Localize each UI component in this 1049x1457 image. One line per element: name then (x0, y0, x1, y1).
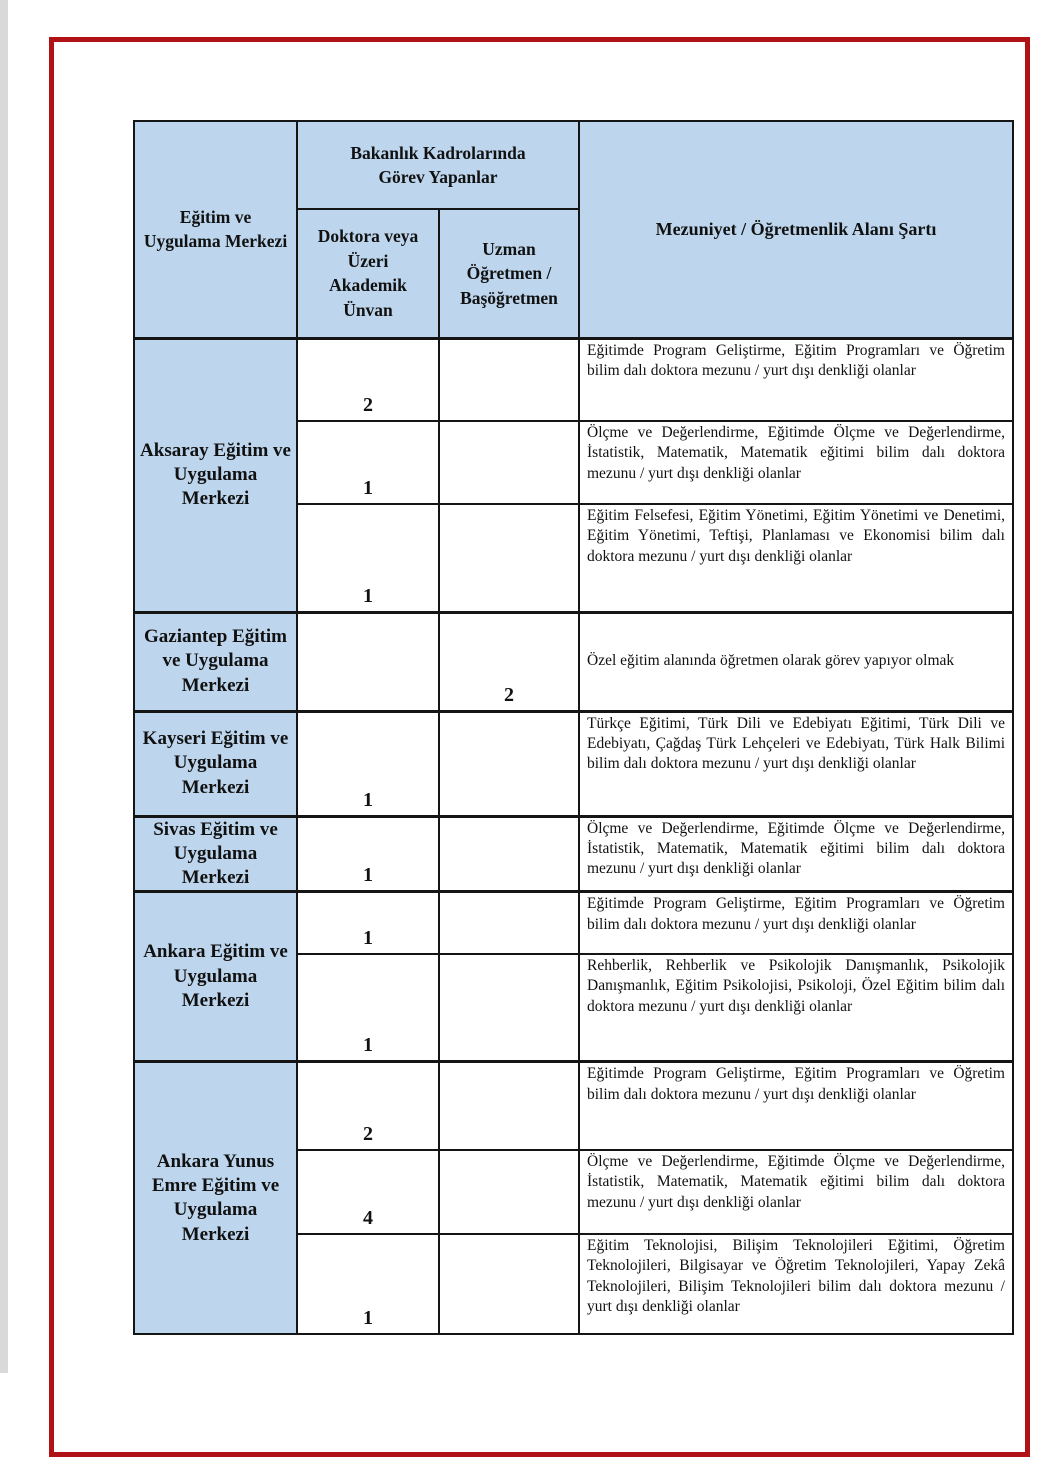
uzman-count-cell (439, 1234, 579, 1334)
header-doktora-col: Doktora veya Üzeri Akademik Ünvan (297, 209, 439, 338)
center-name-cell: Sivas Eğitim ve Uygulama Merkezi (134, 816, 297, 892)
uzman-count-cell (439, 504, 579, 612)
doktora-count-cell: 1 (297, 711, 439, 816)
doktora-count-cell: 1 (297, 954, 439, 1062)
table-row (134, 612, 1013, 711)
center-name-cell: Kayseri Eğitim ve Uygulama Merkezi (134, 711, 297, 816)
uzman-count-cell (439, 816, 579, 892)
center-name-cell: Ankara Eğitim ve Uygulama Merkezi (134, 892, 297, 1062)
center-name-cell: Gaziantep Eğitim ve Uygulama Merkezi (134, 612, 297, 711)
doktora-count-cell: 1 (297, 1234, 439, 1334)
requirement-cell: Ölçme ve Değerlendirme, Eğitimde Ölçme ve Değerlendirme, İstatistik, Matematik, Matematik eğitimi bilim dalı doktora mezunu / yurt dışı denkliği olanlar (579, 816, 1013, 892)
placement-table (133, 120, 1014, 1335)
requirement-cell: Eğitimde Program Geliştirme, Eğitim Programları ve Öğretim bilim dalı doktora mezunu / yurt dışı denkliği olanlar (579, 892, 1013, 954)
doktora-count-cell: 1 (297, 892, 439, 954)
doktora-count-cell: 1 (297, 816, 439, 892)
uzman-count-cell (439, 892, 579, 954)
header-row-group (134, 121, 1013, 209)
doktora-count-cell: 2 (297, 1062, 439, 1150)
requirement-cell: Türkçe Eğitimi, Türk Dili ve Edebiyatı Eğitimi, Türk Dili ve Edebiyatı, Çağdaş Türk Lehçeleri ve Edebiyatı, Türk Halk Bilimi bilim dalı doktora mezunu / yurt dışı denkliği olanlar (579, 711, 1013, 816)
requirement-cell: Eğitimde Program Geliştirme, Eğitim Programları ve Öğretim bilim dalı doktora mezunu / yurt dışı denkliği olanlar (579, 1062, 1013, 1150)
center-name-cell: Ankara Yunus Emre Eğitim ve Uygulama Merkezi (134, 1062, 297, 1334)
header-center-col: Eğitim ve Uygulama Merkezi (134, 121, 297, 338)
requirement-cell: Rehberlik, Rehberlik ve Psikolojik Danışmanlık, Psikolojik Danışmanlık, Eğitim Psikolojisi, Psikoloji, Özel Eğitim bilim dalı doktora mezunu / yurt dışı denkliği olanlar (579, 954, 1013, 1062)
uzman-count-cell (439, 954, 579, 1062)
requirement-cell: Eğitimde Program Geliştirme, Eğitim Programları ve Öğretim bilim dalı doktora mezunu / yurt dışı denkliği olanlar (579, 338, 1013, 421)
header-uzman-col: Uzman Öğretmen / Başöğretmen (439, 209, 579, 338)
header-requirement-col: Mezuniyet / Öğretmenlik Alanı Şartı (579, 121, 1013, 338)
requirement-cell: Eğitim Felsefesi, Eğitim Yönetimi, Eğitim Yönetimi ve Denetimi, Eğitim Yönetimi, Teftişi, Planlaması ve Ekonomisi bilim dalı doktora mezunu / yurt dışı denkliği olanlar (579, 504, 1013, 612)
requirement-cell: Ölçme ve Değerlendirme, Eğitimde Ölçme ve Değerlendirme, İstatistik, Matematik, Matematik eğitimi bilim dalı doktora mezunu / yurt dışı denkliği olanlar (579, 1150, 1013, 1234)
table-row (134, 892, 1013, 954)
uzman-count-cell (439, 421, 579, 504)
requirement-cell: Ölçme ve Değerlendirme, Eğitimde Ölçme ve Değerlendirme, İstatistik, Matematik, Matematik eğitimi bilim dalı doktora mezunu / yurt dışı denkliği olanlar (579, 421, 1013, 504)
doktora-count-cell: 1 (297, 421, 439, 504)
header-ministry-group-cell (297, 121, 579, 209)
header-ministry-group-label: Bakanlık Kadrolarında Görev Yapanlar (350, 142, 526, 187)
doktora-count-cell (297, 612, 439, 711)
uzman-count-cell (439, 338, 579, 421)
table-row (134, 1062, 1013, 1150)
uzman-count-cell (439, 711, 579, 816)
doktora-count-cell: 2 (297, 338, 439, 421)
table-row (134, 711, 1013, 816)
uzman-count-cell: 2 (439, 612, 579, 711)
requirement-cell: Eğitim Teknolojisi, Bilişim Teknolojileri Eğitimi, Öğretim Teknolojileri, Bilgisayar ve Öğretim Teknolojileri, Yapay Zekâ Teknolojileri, Bilişim Teknolojileri bilim dalı doktora mezunu / yurt dışı denkliği olanlar (579, 1234, 1013, 1334)
uzman-count-cell (439, 1062, 579, 1150)
requirement-cell: Özel eğitim alanında öğretmen olarak görev yapıyor olmak (579, 612, 1013, 711)
doktora-count-cell: 4 (297, 1150, 439, 1234)
doktora-count-cell: 1 (297, 504, 439, 612)
table-row (134, 338, 1013, 421)
page-edge-strip (0, 0, 8, 1373)
table-row (134, 816, 1013, 892)
center-name-cell: Aksaray Eğitim ve Uygulama Merkezi (134, 338, 297, 612)
uzman-count-cell (439, 1150, 579, 1234)
